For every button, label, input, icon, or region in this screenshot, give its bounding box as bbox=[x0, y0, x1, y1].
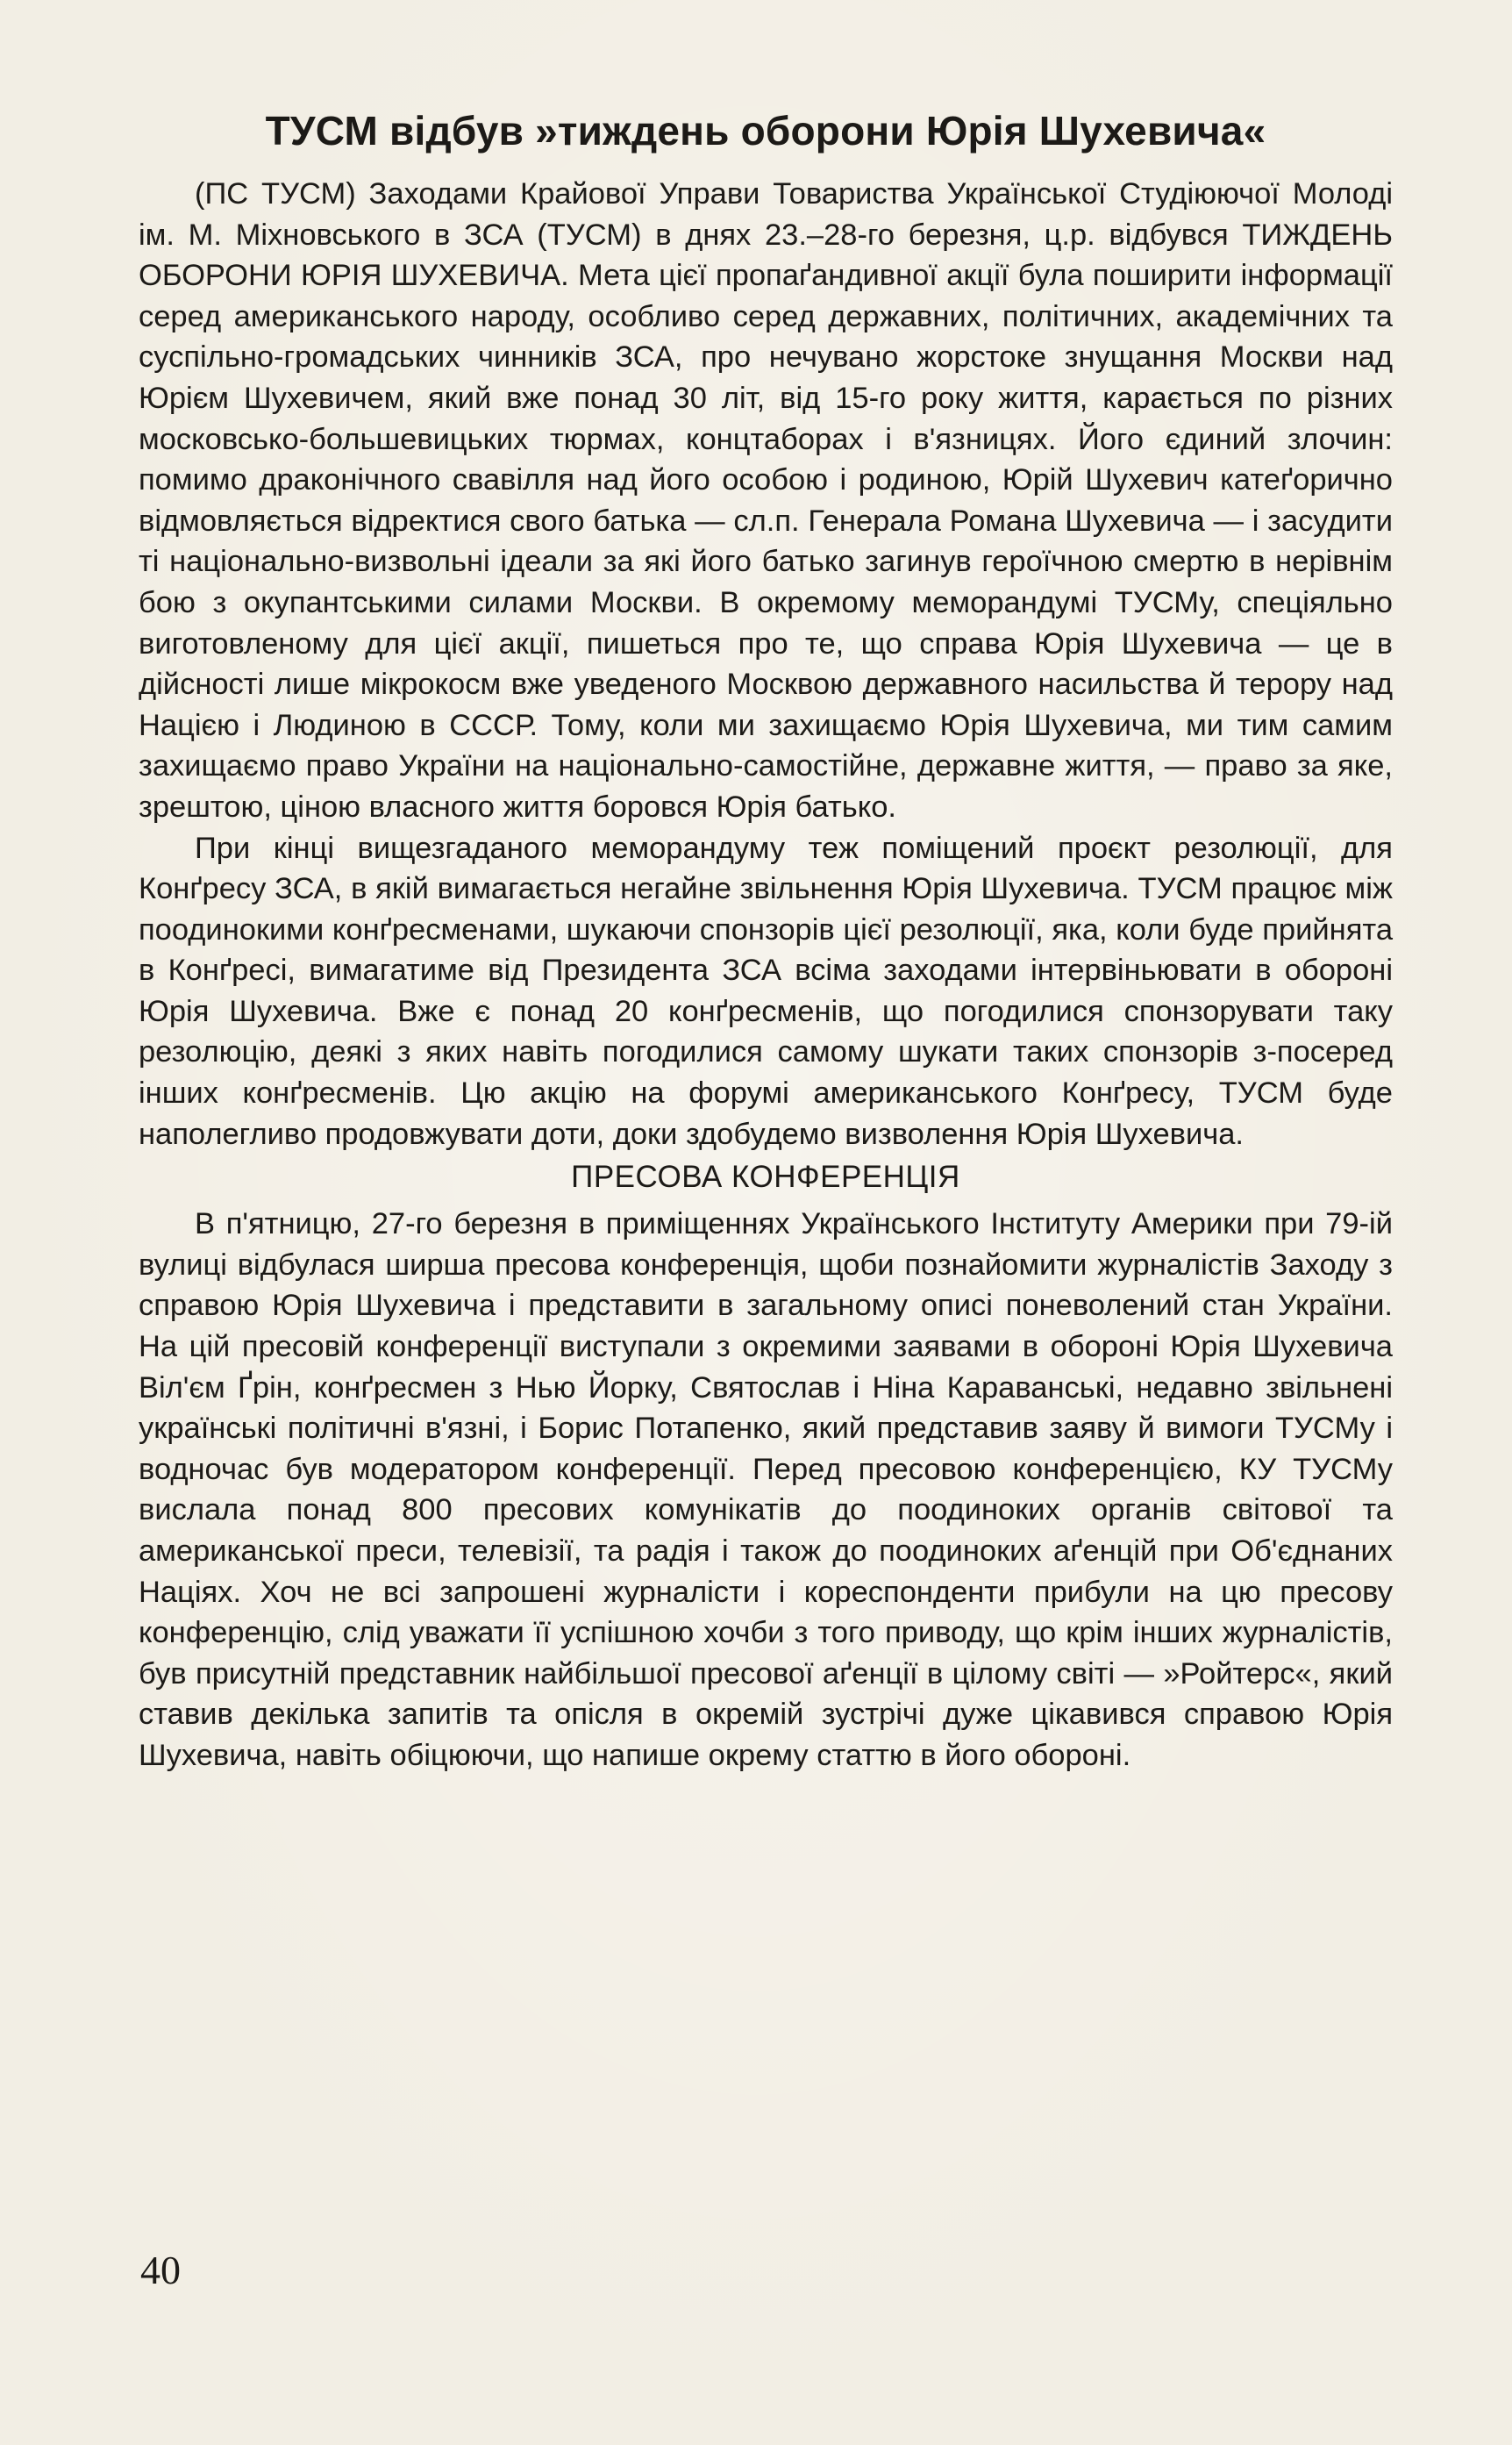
article bbox=[139, 104, 1393, 1777]
section-paragraph: В п'ятницю, 27-го березня в приміщеннях Українського Інституту Америки при 79-ій вулиці відбулася ширша пресова конференція, щоби познайомити журналістів Заходу з справою Юрія Шухевича і представити в загальному описі поневолений стан України. На цій пресовій конференції виступали з окремими заявами в обороні Юрія Шухевича Віл'єм Ґрін, конґресмен з Нью Йорку, Святослав і Ніна Караванські, недавно звільнені українські політичні в'язні, і Борис Потапенко, який представив заяву й вимоги ТУСМу і водночас був модератором конференції. Перед пресовою конференцією, КУ ТУСМу вислала понад 800 пресових комунікатів до поодиноких органів світової та американської преси, телевізії, та радія і також до поодиноких аґенцій при Об'єднаних Націях. Хоч не всі запрошені журналісти і кореспонденти прибули на цю пресову конференцію, слід уважати її успішною хочби з того приводу, що крім інших журналістів, був присутній представник найбільшої пресової аґенції в цілому світі — »Ройтерс«, який ставив декілька запитів та опісля в окремій зустрічі дуже цікавився справою Юрія Шухевича, навіть обіцюючи, що напише окрему статтю в його обороні. bbox=[139, 1207, 1393, 1772]
article-title: ТУСМ відбув »тиждень оборони Юрія Шухевича« bbox=[265, 108, 1266, 154]
article-paragraph: При кінці вищезгаданого меморандуму теж поміщений проєкт резолюції, для Конґресу ЗСА, в якій вимагається негайне звільнення Юрія Шухевича. ТУСМ працює між поодинокими конґресменами, шукаючи спонзорів цієї резолюції, яка, коли буде прийнята в Конґресі, вимагатиме від Президента ЗСА всіма заходами інтервіньювати в обороні Юрія Шухевича. Вже є понад 20 конґресменів, що погодилися спонзорувати таку резолюцію, деякі з яких навіть погодилися самому шукати таких спонзорів з-посеред інших конґресменів. Цю акцію на форумі американського Конґресу, ТУСМ буде наполегливо продовжувати доти, доки здобудемо визволення Юрія Шухевича. bbox=[139, 831, 1393, 1151]
section-heading: ПРЕСОВА КОНФЕРЕНЦІЯ bbox=[571, 1160, 960, 1195]
article-paragraph: (ПС ТУСМ) Заходами Крайової Управи Товариства Української Студіюючої Молоді ім. М. Міхновського в ЗСА (ТУСМ) в днях 23.–28-го березня, ц.р. відбувся ТИЖДЕНЬ ОБОРОНИ ЮРІЯ ШУХЕВИЧА. Мета цієї пропаґандивної акції була поширити інформації серед американського народу, особливо серед державних, політичних, академічних та суспільно-громадських чинників ЗСА, про нечувано жорстоке знущання Москви над Юрієм Шухевичем, який вже понад 30 літ, від 15-го року життя, карається по різних московсько-большевицьких тюрмах, концтаборах і в'язницях. Його єдиний злочин: помимо драконічного свавілля над його особою і родиною, Юрій Шухевич катеґорично відмовляється відректися свого батька — сл.п. Генерала Романа Шухевича — і засудити ті національно-визвольні ідеали за які його батько загинув героїчною смертю в нерівнім бою з окупантськими силами Москви. В окремому меморандумі ТУСМу, спеціяльно виготовленому для цієї акції, пишеться про те, що справа Юрія Шухевича — це в дійсності лише мікрокосм вже уведеного Москвою державного насильства й терору над Нацією і Людиною в СССР. Тому, коли ми захищаємо Юрія Шухевича, ми тим самим захищаємо право України на національно-самостійне, державне життя, — право за яке, зрештою, ціною власного життя боровся Юрія батько. bbox=[139, 177, 1393, 824]
page-number: 40 bbox=[140, 2248, 181, 2292]
